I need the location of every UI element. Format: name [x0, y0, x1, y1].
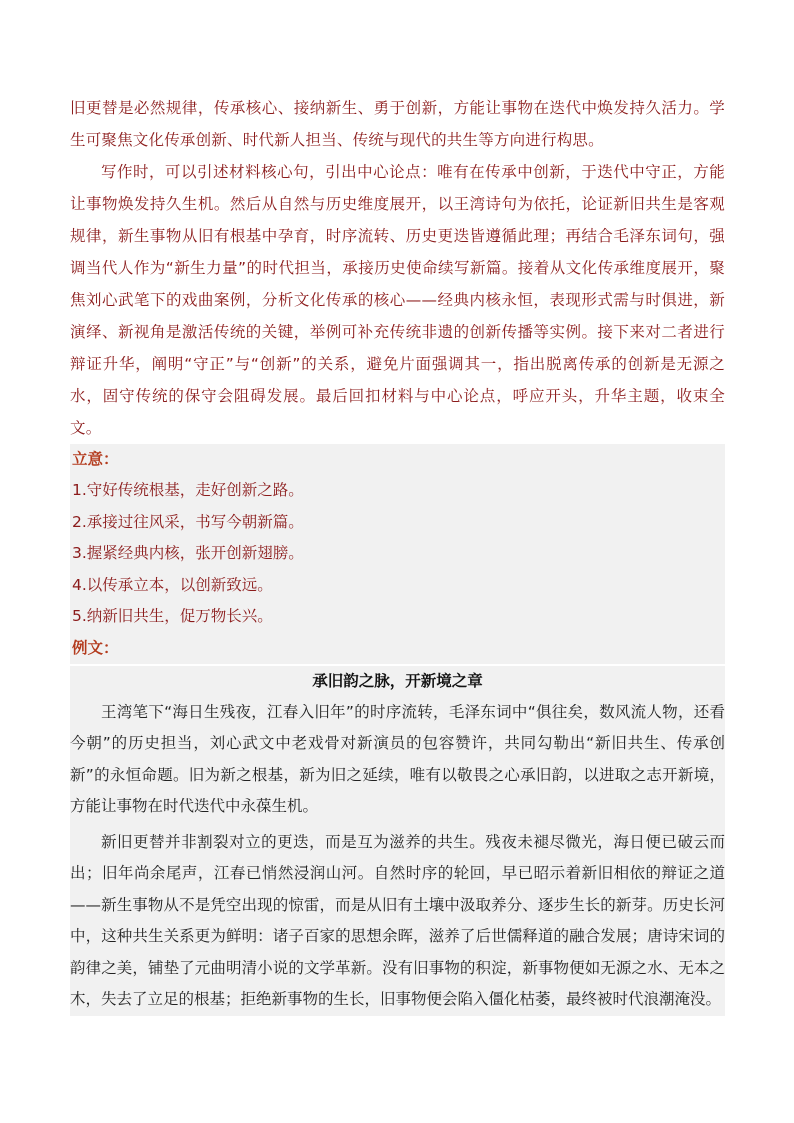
essay-paragraph-2: 新旧更替并非割裂对立的更迭，而是互为滋养的共生。残夜未褪尽微光，海日便已破云而出；旧年尚余尾声，江春已悄然浸润山河。自然时序的轮回，早已昭示着新旧相依的辩证之道——新生事物从不是凭空出现的惊雷，而是从旧有土壤中汲取养分、逐步生长的新芽。历史长河中，这种共生关系更为鲜明：诸子百家的思想余晖，滋养了后世儒释道的融合发展；唐诗宋词的韵律之美，铺垫了元曲明清小说的文学革新。没有旧事物的积淀，新事物便如无源之水、无本之木，失去了立足的根基；拒绝新事物的生长，旧事物便会陷入僵化枯萎，最终被时代浪潮淹没。: [70, 832, 725, 1008]
example-heading: 例文：: [72, 638, 119, 657]
idea-item-3: 3.握紧经典内核，张开创新翅膀。: [72, 544, 304, 562]
intro-paragraph: 旧更替是必然规律，传承核心、接纳新生、勇于创新，方能让事物在迭代中焕发持久活力。学生可聚焦文化传承创新、时代新人担当、传统与现代的共生等方向进行构思。: [70, 99, 725, 149]
idea-item-5: 5.纳新旧共生，促万物长兴。: [72, 607, 273, 625]
idea-item-4: 4.以传承立本，以创新致远。: [72, 575, 273, 594]
idea-item-1: 1.守好传统根基，走好创新之路。: [72, 481, 304, 499]
document-page: [70, 92, 725, 1016]
ideas-section: [70, 444, 725, 664]
ideas-heading: 立意：: [72, 450, 119, 468]
writing-guidance-paragraph: 写作时，可以引述材料核心句，引出中心论点：唯有在传承中创新，于迭代中守正，方能让事物焕发持久生机。然后从自然与历史维度展开，以王湾诗句为依托，论证新旧共生是客观规律，新生事物从旧有根基中孕育，时序流转、历史更迭皆遵循此理；再结合毛泽东词句，强调当代人作为“新生力量”的时代担当，承接历史使命续写新篇。接着从文化传承维度展开，聚焦刘心武笔下的戏曲案例，分析文化传承的核心——经典内核永恒，表现形式需与时俱进，新演绎、新视角是激活传统的关键，举例可补充传统非遗的创新传播等实例。接下来对二者进行辩证升华，阐明“守正”与“创新”的关系，避免片面强调其一，指出脱离传承的创新是无源之水，固守传统的保守会阻碍发展。最后回扣材料与中心论点，呼应开头，升华主题，收束全文。: [70, 163, 725, 437]
example-essay: [70, 666, 725, 1016]
essay-paragraph-1: 王湾笔下“海日生残夜，江春入旧年”的时序流转，毛泽东词中“俱往矣，数风流人物，还看今朝”的历史担当，刘心武文中老戏骨对新演员的包容赞许，共同勾勒出“新旧共生、传承创新”的永恒命题。旧为新之根基，新为旧之延续，唯有以敬畏之心承旧韵，以进取之志开新境，方能让事物在时代迭代中永葆生机。: [70, 702, 725, 815]
idea-item-2: 2.承接过往风采，书写今朝新篇。: [72, 512, 304, 531]
essay-title: 承旧韵之脉，开新境之章: [312, 671, 483, 690]
